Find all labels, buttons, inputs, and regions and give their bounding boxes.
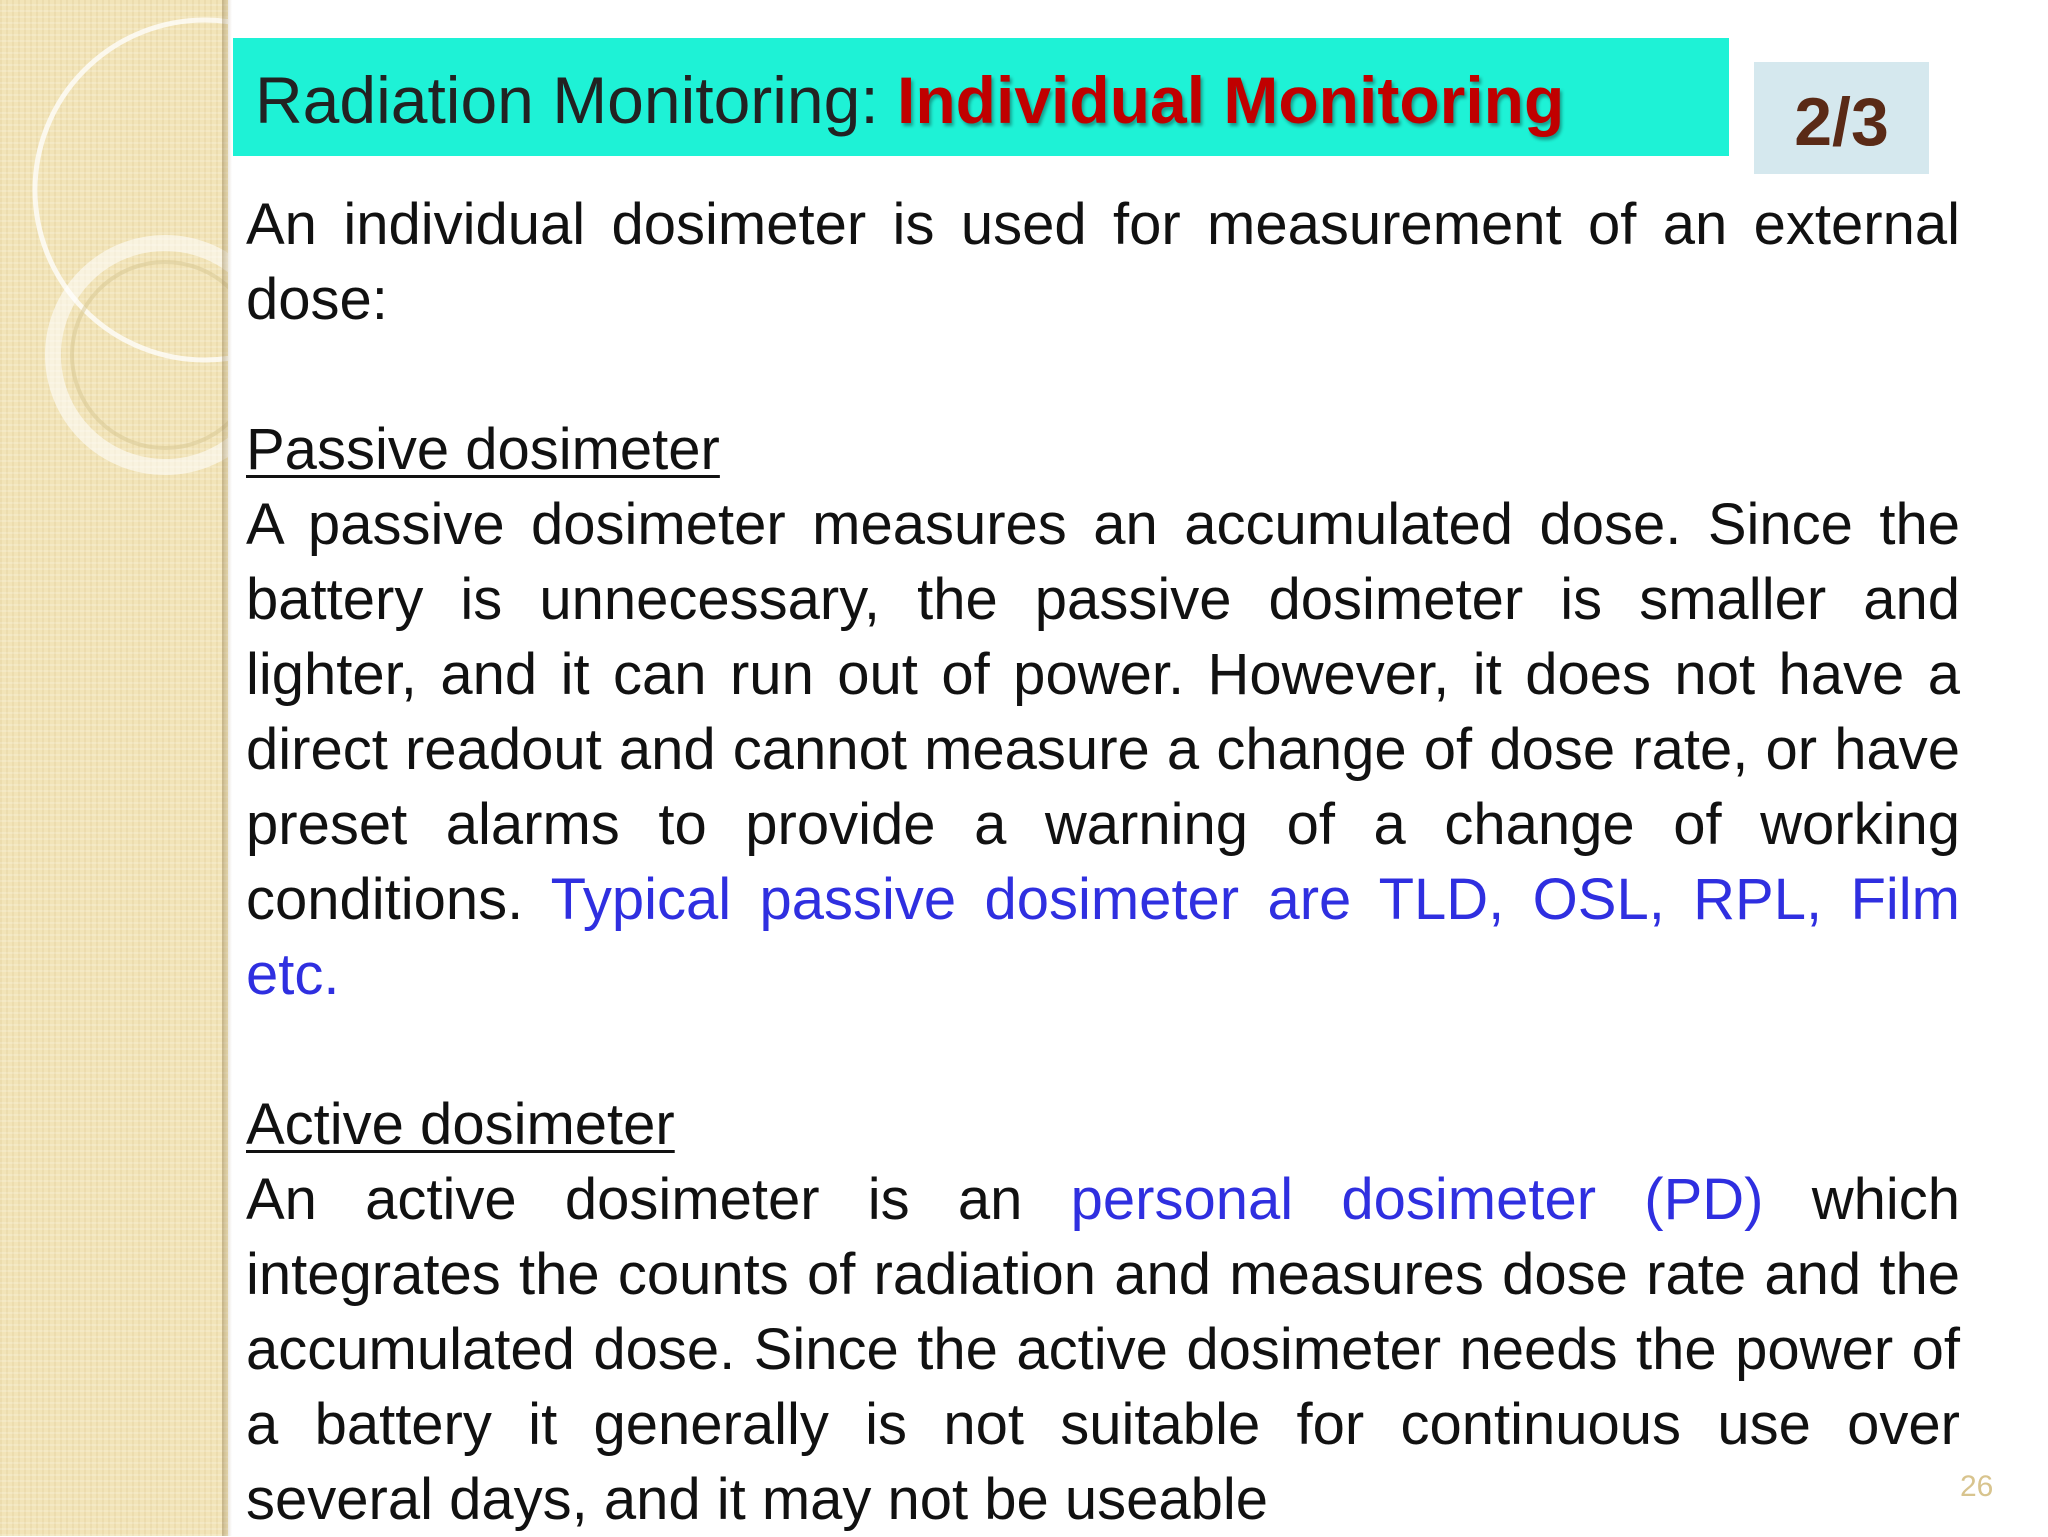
- intro-paragraph: An individual dosimeter is used for measurement of an external dose:: [246, 192, 1960, 332]
- title-highlight: Individual Monitoring: [897, 63, 1565, 137]
- active-highlight: personal dosimeter (PD): [1070, 1167, 1764, 1232]
- passive-highlight: Typical passive dosimeter are TLD, OSL, RPL, Film etc.: [246, 867, 1960, 1007]
- active-body-after: which integrates the counts of radiation and measures dose rate and the accumulated dose. Since the active dosimeter needs the power of a battery it generally is not suitable for continuous use over several days, and it may not be useable: [246, 1167, 1960, 1532]
- passive-paragraph: [246, 487, 1960, 1012]
- passive-body: A passive dosimeter measures an accumulated dose. Since the battery is unnecessary, the passive dosimeter is smaller and lighter, and it can run out of power. However, it does not have a direct readout and cannot measure a change of dose rate, or have preset alarms to provide a warning of a change of working conditions.: [246, 492, 1960, 932]
- active-paragraph: [246, 1162, 1960, 1537]
- left-band-shadow: [222, 0, 232, 1536]
- active-body-before: An active dosimeter is an: [246, 1167, 1071, 1232]
- spacer: [246, 337, 1960, 412]
- page-indicator: 2/3: [1794, 84, 1889, 160]
- slide-content: [246, 187, 1960, 1537]
- slide-number: 26: [1960, 1470, 1994, 1503]
- active-heading: Active dosimeter: [246, 1092, 675, 1157]
- slide-title: [255, 60, 1564, 140]
- decorative-rings-icon: [0, 0, 228, 520]
- title-prefix: Radiation Monitoring:: [255, 63, 898, 137]
- spacer: [246, 1012, 1960, 1087]
- passive-heading: Passive dosimeter: [246, 417, 720, 482]
- left-decorative-band: [0, 0, 228, 1536]
